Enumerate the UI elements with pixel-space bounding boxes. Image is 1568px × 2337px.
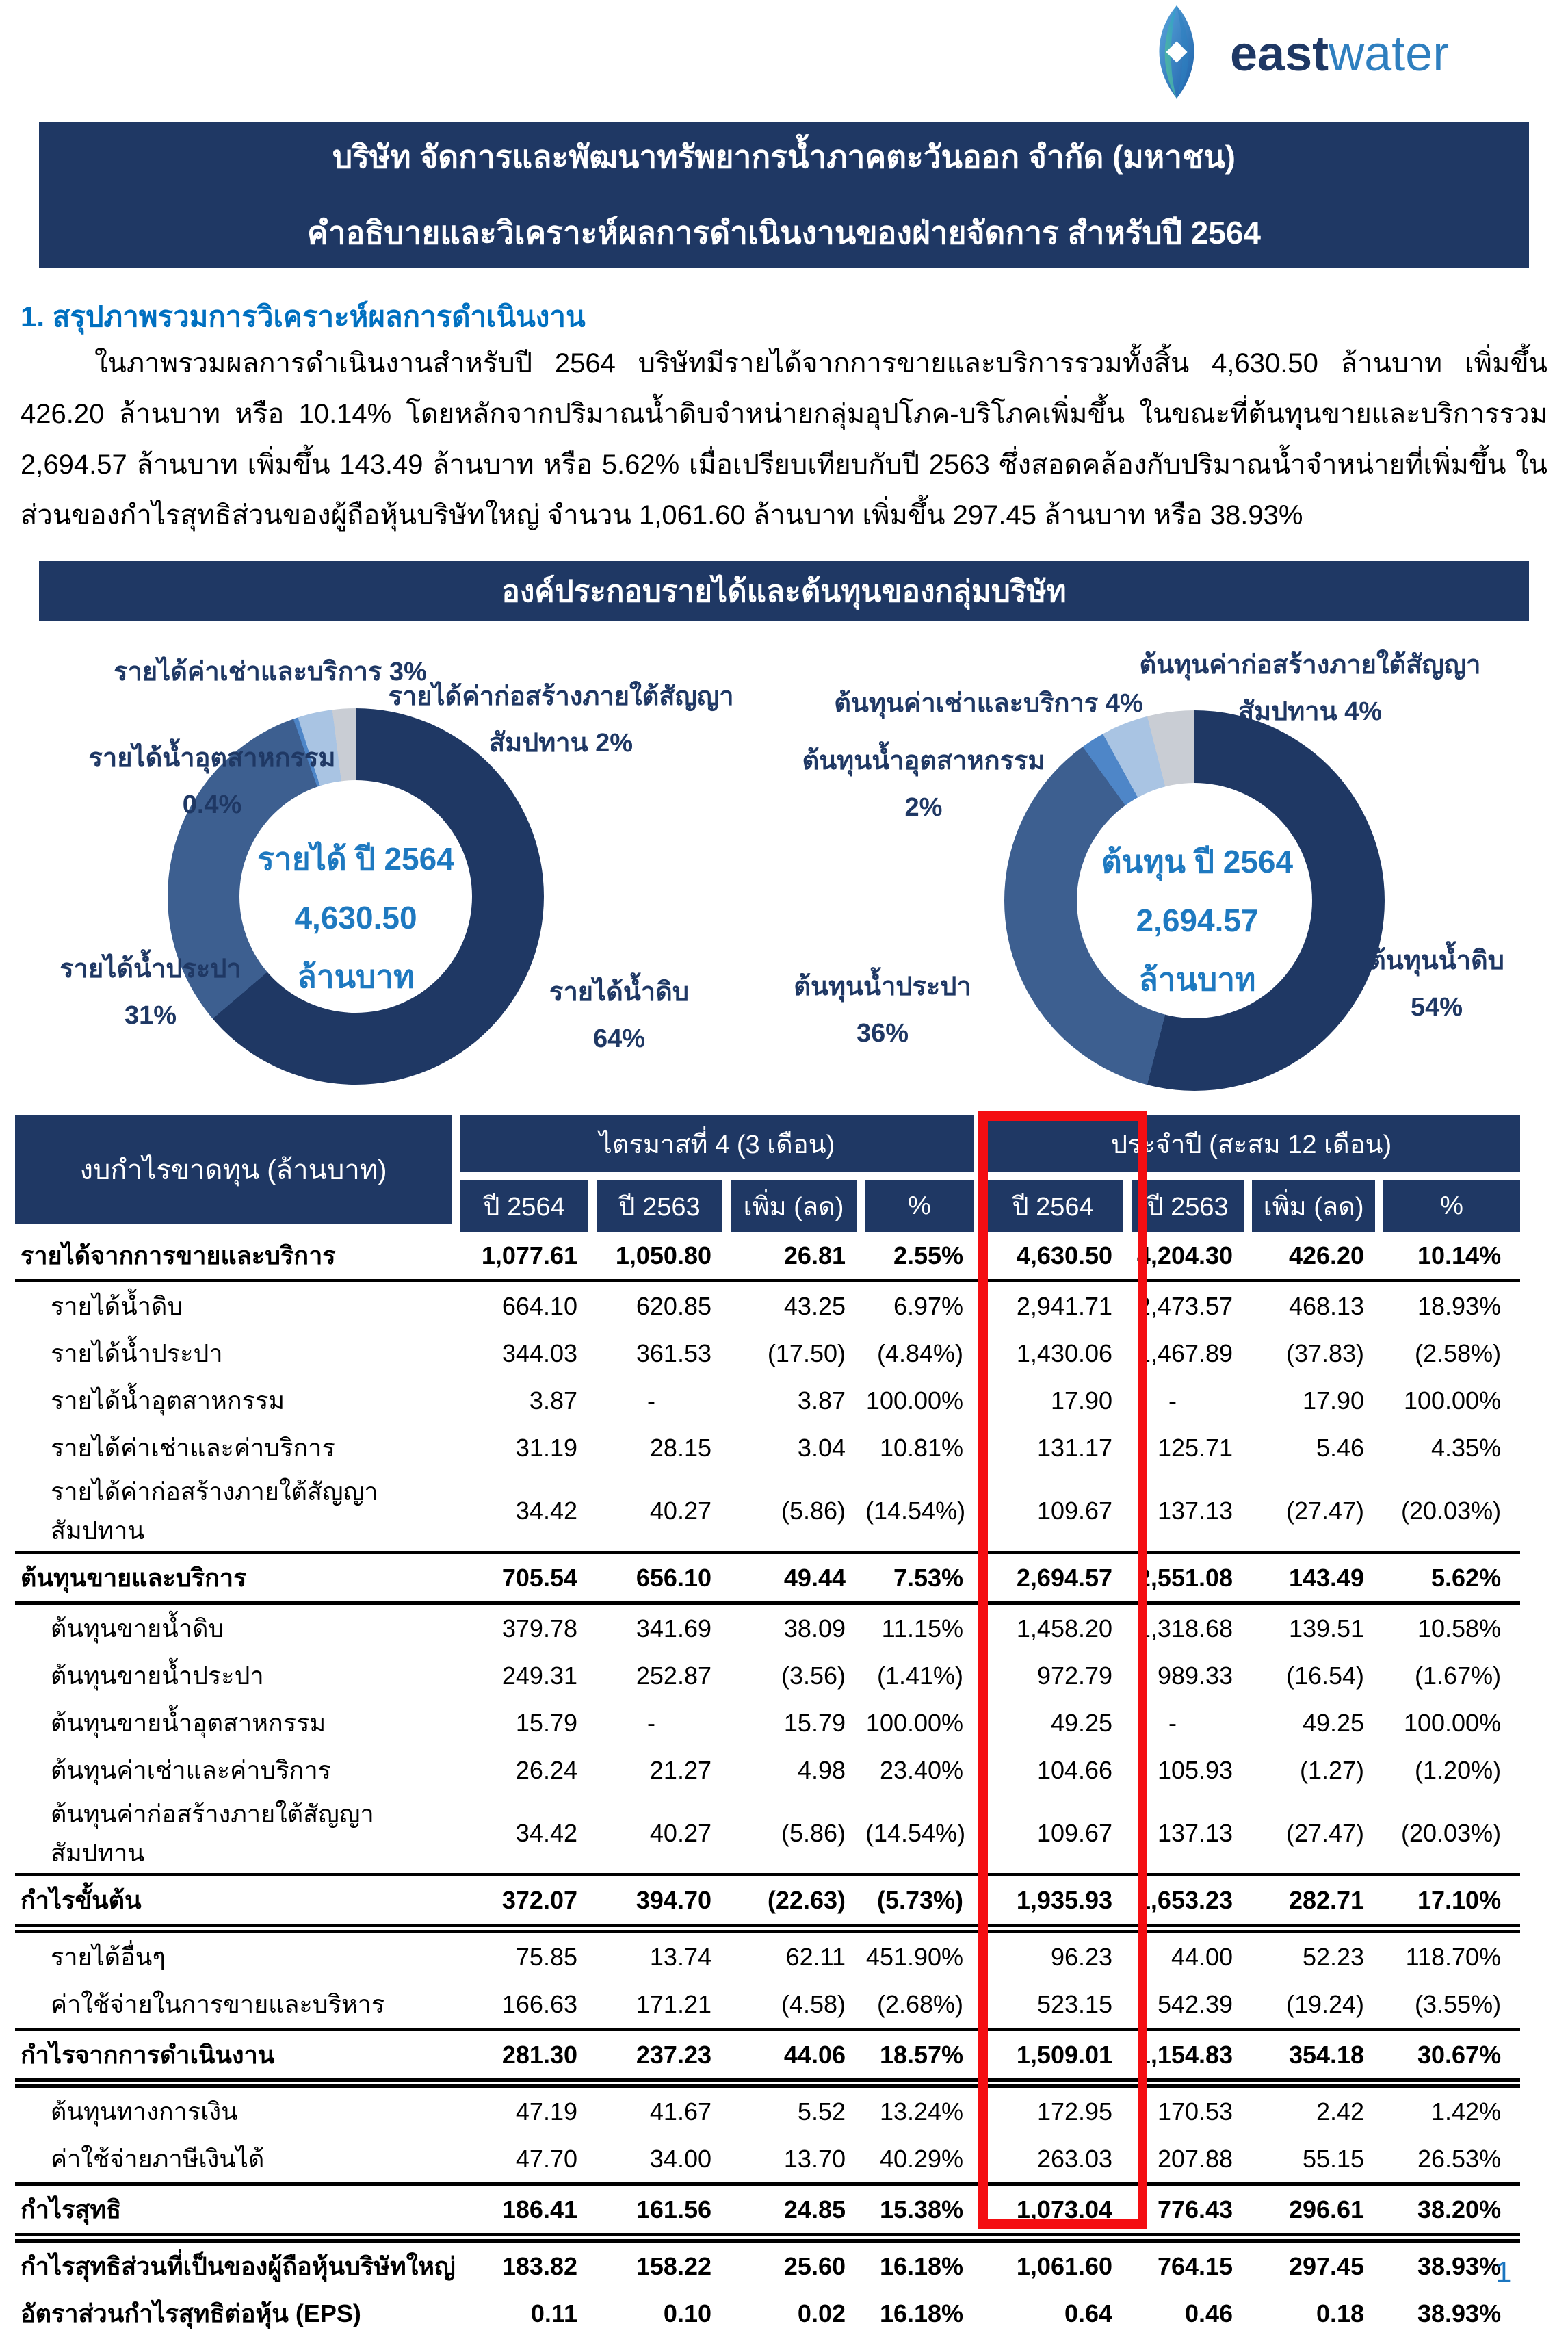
row-label: ต้นทุนค่าก่อสร้างภายใต้สัญญาสัมปทาน <box>15 1794 460 1873</box>
cell: 170.53 <box>1132 2088 1252 2135</box>
row-label: รายได้จากการขายและบริการ <box>15 1232 460 1282</box>
cell: 137.13 <box>1132 1794 1252 1873</box>
cell: 105.93 <box>1132 1746 1252 1794</box>
cell: (27.47) <box>1252 1471 1383 1551</box>
slice-label-tap-water-cost: ต้นทุนน้ำประปา 36% <box>794 972 971 1048</box>
cell: 10.58% <box>1383 1605 1520 1652</box>
table-row <box>15 1424 1520 1471</box>
slice-label-raw-water-revenue: รายได้น้ำดิบ 64% <box>549 978 689 1053</box>
cell: 171.21 <box>597 1980 731 2028</box>
cell: 656.10 <box>597 1551 731 1605</box>
cell: 282.71 <box>1252 1873 1383 1933</box>
cell: (5.86) <box>731 1794 865 1873</box>
cell: 972.79 <box>982 1652 1132 1699</box>
cell: 183.82 <box>460 2243 597 2290</box>
cell: 372.07 <box>460 1873 597 1933</box>
cell: (20.03%) <box>1383 1794 1520 1873</box>
cell: 18.57% <box>865 2028 982 2088</box>
row-label: กำไรสุทธิ <box>15 2182 460 2243</box>
section-heading: 1. สรุปภาพรวมการวิเคราะห์ผลการดำเนินงาน <box>21 300 586 333</box>
cell: 49.44 <box>731 1551 865 1605</box>
cell: 62.11 <box>731 1933 865 1980</box>
cell: 16.18% <box>865 2290 982 2337</box>
charts-banner: องค์ประกอบรายได้และต้นทุนของกลุ่มบริษัท <box>39 561 1529 621</box>
cell: 166.63 <box>460 1980 597 2028</box>
cell: 44.06 <box>731 2028 865 2088</box>
cell: 34.00 <box>597 2135 731 2182</box>
table-body <box>15 1232 1520 2337</box>
table-row <box>15 1794 1520 1873</box>
cell: 13.70 <box>731 2135 865 2182</box>
slice-label-industrial-water-revenue: รายได้น้ำอุตสาหกรรม 0.4% <box>88 744 336 819</box>
cell: 17.90 <box>982 1377 1132 1424</box>
col-header-y-pct: % <box>1383 1180 1520 1232</box>
cell: 379.78 <box>460 1605 597 1652</box>
cell: (5.86) <box>731 1471 865 1551</box>
cell: (4.58) <box>731 1980 865 2028</box>
cell: 24.85 <box>731 2182 865 2243</box>
cell: 34.42 <box>460 1794 597 1873</box>
cell: 109.67 <box>982 1794 1132 1873</box>
row-label: ต้นทุนขายน้ำอุตสาหกรรม <box>15 1699 460 1746</box>
slice-label-rental-cost: ต้นทุนค่าเช่าและบริการ 4% <box>834 689 1143 718</box>
cell: 38.09 <box>731 1605 865 1652</box>
cell: (14.54%) <box>865 1794 982 1873</box>
slice-label-industrial-water-cost: ต้นทุนน้ำอุตสาหกรรม 2% <box>802 747 1045 822</box>
col-header-q-pct: % <box>865 1180 982 1232</box>
cell: 764.15 <box>1132 2243 1252 2290</box>
donut-center-unit: ล้านบาท <box>297 959 415 994</box>
cell: 158.22 <box>597 2243 731 2290</box>
cell: 1,077.61 <box>460 1232 597 1282</box>
cell: 26.53% <box>1383 2135 1520 2182</box>
cell: 186.41 <box>460 2182 597 2243</box>
row-label: รายได้น้ำดิบ <box>15 1282 460 1330</box>
logo-word-water: water <box>1329 26 1450 81</box>
slice-label-construction-revenue: รายได้ค่าก่อสร้างภายใต้สัญญา สัมปทาน 2% <box>388 682 734 758</box>
cell: 2.55% <box>865 1232 982 1282</box>
cell: (27.47) <box>1252 1794 1383 1873</box>
cell: 776.43 <box>1132 2182 1252 2243</box>
cell: 523.15 <box>982 1980 1132 2028</box>
cell: 96.23 <box>982 1933 1132 1980</box>
cell: 344.03 <box>460 1330 597 1377</box>
cell: 451.90% <box>865 1933 982 1980</box>
row-label: กำไรสุทธิส่วนที่เป็นของผู้ถือหุ้นบริษัทใหญ่ <box>15 2243 460 2290</box>
cell: 109.67 <box>982 1471 1132 1551</box>
table-row <box>15 2028 1520 2088</box>
table-row <box>15 1605 1520 1652</box>
cell: 2,473.57 <box>1132 1282 1252 1330</box>
cell: 989.33 <box>1132 1652 1252 1699</box>
table-row <box>15 1873 1520 1933</box>
cell: 17.90 <box>1252 1377 1383 1424</box>
cell: 161.56 <box>597 2182 731 2243</box>
cell: 41.67 <box>597 2088 731 2135</box>
cell: (1.27) <box>1252 1746 1383 1794</box>
donut-center-title: ต้นทุน ปี 2564 <box>1101 844 1294 879</box>
cell: 55.15 <box>1252 2135 1383 2182</box>
cell: 249.31 <box>460 1652 597 1699</box>
cell: 620.85 <box>597 1282 731 1330</box>
row-label: ค่าใช้จ่ายในการขายและบริหาร <box>15 1980 460 2028</box>
cell: 0.10 <box>597 2290 731 2337</box>
cell: (1.67%) <box>1383 1652 1520 1699</box>
row-label: ต้นทุนทางการเงิน <box>15 2088 460 2135</box>
col-header-q-change: เพิ่ม (ลด) <box>731 1180 865 1232</box>
header-banner <box>39 122 1529 268</box>
cell: 4,204.30 <box>1132 1232 1252 1282</box>
cell: 143.49 <box>1252 1551 1383 1605</box>
donut-center-value: 4,630.50 <box>294 900 417 935</box>
cell: 1,935.93 <box>982 1873 1132 1933</box>
cell: 281.30 <box>460 2028 597 2088</box>
cell: 1,073.04 <box>982 2182 1132 2243</box>
cell: 1,050.80 <box>597 1232 731 1282</box>
cell: 3.87 <box>731 1377 865 1424</box>
cell: 2.42 <box>1252 2088 1383 2135</box>
cell: 125.71 <box>1132 1424 1252 1471</box>
table-row <box>15 1551 1520 1605</box>
cell: 47.19 <box>460 2088 597 2135</box>
row-label: รายได้ค่าก่อสร้างภายใต้สัญญาสัมปทาน <box>15 1471 460 1551</box>
cell: 172.95 <box>982 2088 1132 2135</box>
cell: 16.18% <box>865 2243 982 2290</box>
cell: 137.13 <box>1132 1471 1252 1551</box>
table-row <box>15 2182 1520 2243</box>
cell: 297.45 <box>1252 2243 1383 2290</box>
page-number: 1 <box>1495 2256 1512 2288</box>
donut-center-unit: ล้านบาท <box>1138 961 1256 997</box>
cell: 6.97% <box>865 1282 982 1330</box>
cell: 15.38% <box>865 2182 982 2243</box>
cell: 542.39 <box>1132 1980 1252 2028</box>
cell: (14.54%) <box>865 1471 982 1551</box>
cell: (37.83) <box>1252 1330 1383 1377</box>
cell: (1.20%) <box>1383 1746 1520 1794</box>
slice-label-tap-water-revenue: รายได้น้ำประปา 31% <box>60 955 241 1030</box>
cell: 426.20 <box>1252 1232 1383 1282</box>
logo <box>1141 4 1449 103</box>
group-header-quarter: ไตรมาสที่ 4 (3 เดือน) <box>460 1115 982 1180</box>
cell: 5.46 <box>1252 1424 1383 1471</box>
cell: 5.52 <box>731 2088 865 2135</box>
report-title: คำอธิบายและวิเคราะห์ผลการดำเนินงานของฝ่ายจัดการ สำหรับปี 2564 <box>306 215 1261 250</box>
cell: 34.42 <box>460 1471 597 1551</box>
table-row <box>15 1980 1520 2028</box>
cell: 40.29% <box>865 2135 982 2182</box>
table-row <box>15 2088 1520 2135</box>
slice-label-construction-cost: ต้นทุนค่าก่อสร้างภายใต้สัญญา สัมปทาน 4% <box>1139 651 1481 726</box>
cell: - <box>597 1699 731 1746</box>
cell: 43.25 <box>731 1282 865 1330</box>
cell: (3.56) <box>731 1652 865 1699</box>
cell: 0.46 <box>1132 2290 1252 2337</box>
cell: 7.53% <box>865 1551 982 1605</box>
cell: 354.18 <box>1252 2028 1383 2088</box>
table-row <box>15 2290 1520 2337</box>
table-row <box>15 2243 1520 2290</box>
row-label: อัตราส่วนกำไรสุทธิต่อหุ้น (EPS) <box>15 2290 460 2337</box>
table-row <box>15 1232 1520 1282</box>
row-label: ต้นทุนขายน้ำประปา <box>15 1652 460 1699</box>
row-label: รายได้น้ำอุตสาหกรรม <box>15 1377 460 1424</box>
cell: 0.02 <box>731 2290 865 2337</box>
cell: 38.20% <box>1383 2182 1520 2243</box>
row-label: รายได้อื่นๆ <box>15 1933 460 1980</box>
cell: - <box>1132 1699 1252 1746</box>
table-row <box>15 1746 1520 1794</box>
col-header-y-2563: ปี 2563 <box>1132 1180 1252 1232</box>
cell: 26.81 <box>731 1232 865 1282</box>
cell: 38.93% <box>1383 2243 1520 2290</box>
cell: 1,509.01 <box>982 2028 1132 2088</box>
group-header-annual: ประจำปี (สะสม 12 เดือน) <box>982 1115 1520 1180</box>
cell: 100.00% <box>865 1377 982 1424</box>
cell: 31.19 <box>460 1424 597 1471</box>
cell: 5.62% <box>1383 1551 1520 1605</box>
cell: 207.88 <box>1132 2135 1252 2182</box>
cell: (5.73%) <box>865 1873 982 1933</box>
row-label: รายได้ค่าเช่าและค่าบริการ <box>15 1424 460 1471</box>
row-label: ค่าใช้จ่ายภาษีเงินได้ <box>15 2135 460 2182</box>
cell: 118.70% <box>1383 1933 1520 1980</box>
company-name: บริษัท จัดการและพัฒนาทรัพยากรน้ำภาคตะวันออก จำกัด (มหาชน) <box>332 139 1236 175</box>
cell: 1,467.89 <box>1132 1330 1252 1377</box>
cell: 21.27 <box>597 1746 731 1794</box>
donut-center-value: 2,694.57 <box>1136 903 1259 938</box>
cell: 4.98 <box>731 1746 865 1794</box>
cell: 2,551.08 <box>1132 1551 1252 1605</box>
cell: (20.03%) <box>1383 1471 1520 1551</box>
cell: (22.63) <box>731 1873 865 1933</box>
cell: 1,154.83 <box>1132 2028 1252 2088</box>
cell: 2,694.57 <box>982 1551 1132 1605</box>
cell: 15.79 <box>460 1699 597 1746</box>
col-header-q-2564: ปี 2564 <box>460 1180 597 1232</box>
cell: 10.81% <box>865 1424 982 1471</box>
cell: 52.23 <box>1252 1933 1383 1980</box>
cell: - <box>1132 1377 1252 1424</box>
cell: 0.11 <box>460 2290 597 2337</box>
cell: 30.67% <box>1383 2028 1520 2088</box>
col-header-q-2563: ปี 2563 <box>597 1180 731 1232</box>
cell: (1.41%) <box>865 1652 982 1699</box>
cell: 1,318.68 <box>1132 1605 1252 1652</box>
cell: 100.00% <box>1383 1377 1520 1424</box>
cell: 100.00% <box>865 1699 982 1746</box>
row-label: ต้นทุนขายและบริการ <box>15 1551 460 1605</box>
cell: 0.64 <box>982 2290 1132 2337</box>
table-row <box>15 1652 1520 1699</box>
cell: (16.54) <box>1252 1652 1383 1699</box>
cell: 3.87 <box>460 1377 597 1424</box>
cell: 263.03 <box>982 2135 1132 2182</box>
cell: 4.35% <box>1383 1424 1520 1471</box>
cell: 11.15% <box>865 1605 982 1652</box>
table-row <box>15 1377 1520 1424</box>
summary-paragraph: ในภาพรวมผลการดำเนินงานสำหรับปี 2564 บริษัทมีรายได้จากการขายและบริการรวมทั้งสิ้น 4,630.50 ล้านบาท เพิ่มขึ้น 426.20 ล้านบาท หรือ 10.14% โดยหลักจากปริมาณน้ำดิบจำหน่ายกลุ่มอุปโภค-บริโภคเพิ่มขึ้น ในขณะที่ต้นทุนขายและบริการรวม 2,694.57 ล้านบาท เพิ่มขึ้น 143.49 ล้านบาท หรือ 5.62% เมื่อเปรียบเทียบกับปี 2563 ซึ่งสอดคล้องกับปริมาณน้ำจำหน่ายที่เพิ่มขึ้น ในส่วนของกำไรสุทธิส่วนของผู้ถือหุ้นบริษัทใหญ่ จำนวน 1,061.60 ล้านบาท เพิ่มขึ้น 297.45 ล้านบาท หรือ 38.93% <box>21 348 1547 530</box>
col-header-y-change: เพิ่ม (ลด) <box>1252 1180 1383 1232</box>
donut-center-title: รายได้ ปี 2564 <box>257 841 454 877</box>
row-label: ต้นทุนขายน้ำดิบ <box>15 1605 460 1652</box>
cell: 2,941.71 <box>982 1282 1132 1330</box>
cell: 49.25 <box>982 1699 1132 1746</box>
table-row <box>15 1699 1520 1746</box>
cell: (17.50) <box>731 1330 865 1377</box>
cell: 44.00 <box>1132 1933 1252 1980</box>
cell: 252.87 <box>597 1652 731 1699</box>
cell: (2.68%) <box>865 1980 982 2028</box>
row-label: รายได้น้ำประปา <box>15 1330 460 1377</box>
cell: 296.61 <box>1252 2182 1383 2243</box>
table-corner-header: งบกำไรขาดทุน (ล้านบาท) <box>15 1115 460 1232</box>
table-row <box>15 1933 1520 1980</box>
table-row <box>15 1282 1520 1330</box>
cell: 4,630.50 <box>982 1232 1132 1282</box>
logo-word-east: east <box>1230 26 1329 81</box>
cell: (2.58%) <box>1383 1330 1520 1377</box>
cell: (19.24) <box>1252 1980 1383 2028</box>
cell: 40.27 <box>597 1471 731 1551</box>
cell: 341.69 <box>597 1605 731 1652</box>
cell: 10.14% <box>1383 1232 1520 1282</box>
cell: 139.51 <box>1252 1605 1383 1652</box>
col-header-y-2564: ปี 2564 <box>982 1180 1132 1232</box>
cell: 1,458.20 <box>982 1605 1132 1652</box>
table-row <box>15 1330 1520 1377</box>
cell: 13.24% <box>865 2088 982 2135</box>
cell: 361.53 <box>597 1330 731 1377</box>
cell: 18.93% <box>1383 1282 1520 1330</box>
cell: 17.10% <box>1383 1873 1520 1933</box>
cell: 75.85 <box>460 1933 597 1980</box>
cell: 1.42% <box>1383 2088 1520 2135</box>
cell: 394.70 <box>597 1873 731 1933</box>
table-row <box>15 2135 1520 2182</box>
cell: 468.13 <box>1252 1282 1383 1330</box>
cell: 15.79 <box>731 1699 865 1746</box>
cell: 38.93% <box>1383 2290 1520 2337</box>
cell: 26.24 <box>460 1746 597 1794</box>
cell: 13.74 <box>597 1933 731 1980</box>
cell: 1,653.23 <box>1132 1873 1252 1933</box>
cell: (4.84%) <box>865 1330 982 1377</box>
logo-wordmark <box>1230 26 1449 82</box>
slice-label-rental-revenue: รายได้ค่าเช่าและบริการ 3% <box>114 658 427 686</box>
cell: - <box>597 1377 731 1424</box>
cell: 0.18 <box>1252 2290 1383 2337</box>
cell: 100.00% <box>1383 1699 1520 1746</box>
cell: 47.70 <box>460 2135 597 2182</box>
cell: 1,061.60 <box>982 2243 1132 2290</box>
cell: 40.27 <box>597 1794 731 1873</box>
table-row <box>15 1471 1520 1551</box>
cell: (3.55%) <box>1383 1980 1520 2028</box>
cell: 237.23 <box>597 2028 731 2088</box>
row-label: ต้นทุนค่าเช่าและค่าบริการ <box>15 1746 460 1794</box>
row-label: กำไรจากการดำเนินงาน <box>15 2028 460 2088</box>
cell: 1,430.06 <box>982 1330 1132 1377</box>
cell: 3.04 <box>731 1424 865 1471</box>
cell: 664.10 <box>460 1282 597 1330</box>
cell: 705.54 <box>460 1551 597 1605</box>
income-statement-table <box>15 1115 1520 2337</box>
cell: 131.17 <box>982 1424 1132 1471</box>
cell: 104.66 <box>982 1746 1132 1794</box>
slice-label-raw-water-cost: ต้นทุนน้ำดิบ 54% <box>1369 946 1504 1022</box>
cell: 23.40% <box>865 1746 982 1794</box>
row-label: กำไรขั้นต้น <box>15 1873 460 1933</box>
cell: 49.25 <box>1252 1699 1383 1746</box>
cell: 25.60 <box>731 2243 865 2290</box>
water-drop-icon <box>1141 4 1212 103</box>
cell: 28.15 <box>597 1424 731 1471</box>
